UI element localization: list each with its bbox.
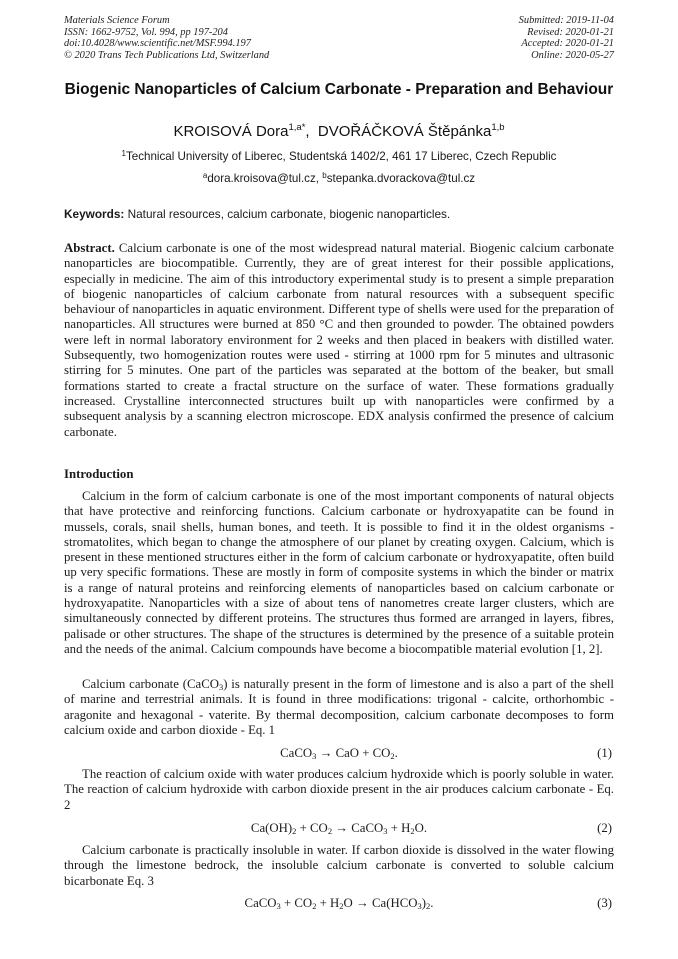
journal-info [64,15,269,61]
affiliation-marker: 1 [121,149,126,158]
abstract-text: Calcium carbonate is one of the most widespread natural material. Biogenic calcium carbonate nanoparticles are biocompatible. Currently, they are of great interest for their possible applications, especially in medicine. The aim of this introductory experimental study is to present a simple preparation of biogenic nanoparticles of calcium carbonate from natural resources with a subsequent specific behaviour of nanoparticles in aquatic environment. Different type of shells were used for the preparation of nanoparticles. All structures were burned at 850 °C and then grounded to powder. The obtained powders were left in normal laboratory environment for 2 weeks and then placed in beakers with distilled water. Subsequently, two homogenization routes were used - stirring at 1000 rpm for 5 minutes and ultrasonic stirring for 5 minutes. One part of the particles was separated at the bottom of the beaker, but small formations started to create a fractal structure on the surface of water. These formations gradually increased. Crystalline interconnected structures built up with nanoparticles were confirmed by a subsequent analysis by a scanning electron microscope. EDX analysis confirmed the presence of calcium carbonate. [64,241,614,439]
abstract-label: Abstract. [64,241,115,255]
equation-3 [64,895,614,911]
equation-2-number: (2) [597,821,612,835]
date-online: Online: 2020-05-27 [531,49,614,61]
journal-issn: ISSN: 1662-9752, Vol. 994, pp 197-204 [64,26,228,38]
equation-3-number: (3) [597,896,612,910]
keywords-text: Natural resources, calcium carbonate, biogenic nanoparticles. [127,207,451,221]
email-a-marker: a [202,171,208,180]
email-b-marker: b [322,171,327,180]
email-a[interactable]: dora.kroisova@tul.cz, [207,172,319,185]
author-1-marker: 1,a* [288,122,306,133]
date-accepted: Accepted: 2020-01-21 [521,38,614,50]
p2-text-b: ) is naturally present in the form of limestone and is also a part of the shell of marine and terrestrial animals. It is found in three modifications: trigonal - calcite, orthorhombic - aragonite and hexagonal - vaterite. By thermal decomposition, calcium carbonate decomposes to form calcium oxide and carbon dioxide - Eq. 1 [64,677,614,737]
equation-1-number: (1) [597,746,612,760]
intro-paragraph-2 [64,677,614,738]
affiliation-text: Technical University of Liberec, Studentská 1402/2, 461 17 Liberec, Czech Republic [125,150,557,163]
equation-2-expression: $Ca(OH)_2 + CO_2$ → CaCO$_3$ + $H_2O$. [250,821,428,836]
journal-doi: doi:10.4028/www.scientific.net/MSF.994.197 [64,38,251,50]
p2-subscript: 3 [218,682,224,692]
intro-paragraph-4: Calcium carbonate is practically insoluble in water. If carbon dioxide is dissolved in the water flowing through the limestone bedrock, the insoluble calcium carbonate is converted to soluble calcium bicarbonate Eq. 3 [64,843,614,888]
keywords [64,207,614,221]
journal-copyright: © 2020 Trans Tech Publications Ltd, Switzerland [64,49,270,61]
keywords-label: Keywords: [64,207,125,221]
author-1: KROISOVÁ Dora [173,123,289,140]
p2-text-a: Calcium carbonate (CaCO [82,677,219,691]
author-2: DVOŘÁČKOVÁ Štěpánka [317,123,492,140]
date-revised: Revised: 2020-01-21 [527,26,614,38]
author-emails [64,172,614,186]
date-submitted: Submitted: 2019-11-04 [518,15,614,26]
equation-3-expression: CaCO$_3$ + $CO_2 + H_2O \to Ca(HCO_3)_2$. [244,896,434,911]
equation-1-expression: CaCO$_3$ → CaO + $CO_2$. [280,746,398,761]
affiliation [64,150,614,164]
abstract [64,241,614,440]
equation-1 [64,745,614,761]
intro-paragraph-3: The reaction of calcium oxide with water produces calcium hydroxide which is poorly soluble in water. The reaction of calcium hydroxide with carbon dioxide present in the air produces calcium carbonate - Eq. 2 [64,767,614,812]
journal-name: Materials Science Forum [64,15,170,26]
paper-title: Biogenic Nanoparticles of Calcium Carbonate - Preparation and Behaviour [64,81,614,98]
intro-paragraph-1: Calcium in the form of calcium carbonate is one of the most important components of natural objects that have protective and reinforcing functions. Calcium carbonate or hydroxyapatite can be found in mussels, corals, snail shells, human bones, and teeth. It is possible to find it in the oldest organisms - stromatolites, which began to change the atmosphere of our planet by creating oxygen. Calcium, which is present in these mentioned structures either in the form of calcium carbonate or hydroxyapatite, often build up very specific formations. These are mostly in form of composite systems in which the binder or matrix is a range of natural proteins and reinforcing elements of nanoparticles based on calcium carbonate or hydroxyapatite. Nanoparticles with a size of about tens of nanometres create larger clusters, which are simultaneously connected by different proteins. The structures thus formed are arranged in layers, fibres, palisade or other structures. The shape of the structures is determined by the presence of a suitable protein and the needs of the animal. Calcium compounds have become a biocompatible material evolution [1, 2]. [64,489,614,656]
author-line: KROISOVÁ Dora$^{1,a*}$, DVOŘÁČKOVÁ Štěpánka$^{1,b}$ [173,122,505,140]
submission-dates [519,15,614,61]
equation-2 [64,820,614,836]
author-2-marker: 1,b [491,122,505,133]
section-heading-introduction: Introduction [64,467,134,481]
email-b[interactable]: stepanka.dvorackova@tul.cz [326,172,476,185]
